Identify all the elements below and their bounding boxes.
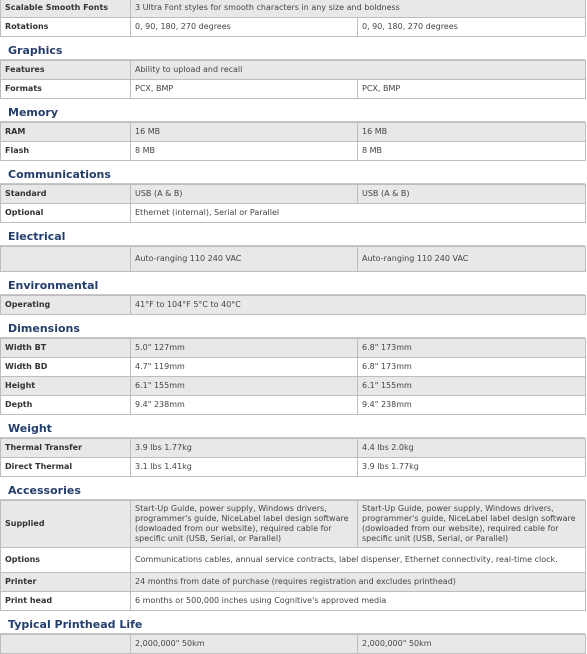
spec-row-height — [1, 377, 586, 396]
spec-label: Flash — [1, 142, 131, 161]
spec-value-model-b: 16 MB — [358, 123, 586, 142]
spec-row-flash — [1, 142, 586, 161]
section-header-communications — [0, 161, 585, 184]
spec-label: Formats — [1, 80, 131, 99]
section-header-dimensions — [0, 315, 585, 338]
spec-row-printer — [1, 573, 586, 592]
spec-row-operating — [1, 296, 586, 315]
spec-value-model-b: 6.8" 173mm — [358, 358, 586, 377]
spec-value-model-b: USB (A & B) — [358, 185, 586, 204]
fonts-table — [0, 0, 586, 37]
spec-value-model-a: Auto-ranging 110 240 VAC — [131, 247, 358, 272]
spec-row-scalable-smooth-fonts — [1, 0, 586, 18]
spec-value-model-a: PCX, BMP — [131, 80, 358, 99]
spec-label: Printer — [1, 573, 131, 592]
weight-table — [0, 438, 586, 477]
spec-value-model-b: 8 MB — [358, 142, 586, 161]
section-header-electrical — [0, 223, 585, 246]
spec-label: Width BT — [1, 339, 131, 358]
spec-row-thermal-transfer — [1, 439, 586, 458]
spec-row-width-bt — [1, 339, 586, 358]
spec-label: Standard — [1, 185, 131, 204]
spec-row-depth — [1, 396, 586, 415]
spec-row-features — [1, 61, 586, 80]
section-header-weight — [0, 415, 585, 438]
spec-label: Height — [1, 377, 131, 396]
spec-label: Operating — [1, 296, 131, 315]
spec-value-model-a: 16 MB — [131, 123, 358, 142]
section-title: Typical Printhead Life — [8, 618, 143, 631]
electrical-table — [0, 246, 586, 272]
spec-label: Print head — [1, 592, 131, 611]
memory-table — [0, 122, 586, 161]
spec-label: Thermal Transfer — [1, 439, 131, 458]
spec-value-model-a: 9.4" 238mm — [131, 396, 358, 415]
spec-label: Depth — [1, 396, 131, 415]
section-header-graphics — [0, 37, 585, 60]
spec-value-model-b: 9.4" 238mm — [358, 396, 586, 415]
spec-value-model-b: Start-Up Guide, power supply, Windows drivers, programmer's guide, NiceLabel label design software (dowloaded from our website), required cable for specific unit (USB, Serial, or Parallel) — [358, 501, 586, 548]
spec-value: 41°F to 104°F 5°C to 40°C — [131, 296, 586, 315]
spec-value-model-b: 6.1" 155mm — [358, 377, 586, 396]
spec-row-options — [1, 548, 586, 573]
spec-label: Features — [1, 61, 131, 80]
communications-table — [0, 184, 586, 223]
spec-value: Communications cables, annual service contracts, label dispenser, Ethernet connectivity, real-time clock. — [131, 548, 586, 573]
spec-label: Supplied — [1, 501, 131, 548]
spec-label: Direct Thermal — [1, 458, 131, 477]
spec-value: Ethernet (internal), Serial or Parallel — [131, 204, 586, 223]
spec-value-model-a: USB (A & B) — [131, 185, 358, 204]
spec-value-model-b: 6.8" 173mm — [358, 339, 586, 358]
section-header-environmental — [0, 272, 585, 295]
spec-label: Scalable Smooth Fonts — [1, 0, 131, 18]
spec-value: 24 months from date of purchase (requires registration and excludes printhead) — [131, 573, 586, 592]
section-title: Graphics — [8, 44, 63, 57]
section-header-typical-printhead-life — [0, 611, 585, 634]
spec-value-model-a: 8 MB — [131, 142, 358, 161]
section-title: Communications — [8, 168, 111, 181]
section-title: Weight — [8, 422, 52, 435]
spec-label — [1, 247, 131, 272]
spec-label — [1, 635, 131, 654]
spec-value-model-b: 0, 90, 180, 270 degrees — [358, 18, 586, 37]
spec-value-model-b: 2,000,000" 50km — [358, 635, 586, 654]
spec-row-supplied — [1, 501, 586, 548]
spec-label: Options — [1, 548, 131, 573]
spec-label: RAM — [1, 123, 131, 142]
spec-value-model-b: 4.4 lbs 2.0kg — [358, 439, 586, 458]
typical-printhead-life-table — [0, 634, 586, 654]
spec-value-model-a: 2,000,000" 50km — [131, 635, 358, 654]
dimensions-table — [0, 338, 586, 415]
spec-value: 3 Ultra Font styles for smooth characters in any size and boldness — [131, 0, 586, 18]
spec-row-rotations — [1, 18, 586, 37]
spec-row-typical-printhead-life-value — [1, 635, 586, 654]
section-header-accessories — [0, 477, 585, 500]
section-title: Environmental — [8, 279, 99, 292]
spec-label: Rotations — [1, 18, 131, 37]
section-title: Accessories — [8, 484, 81, 497]
accessories-table — [0, 500, 586, 611]
section-title: Memory — [8, 106, 59, 119]
spec-value-model-a: 5.0" 127mm — [131, 339, 358, 358]
spec-value-model-b: PCX, BMP — [358, 80, 586, 99]
spec-value-model-a: Start-Up Guide, power supply, Windows drivers, programmer's guide, NiceLabel label design software (dowloaded from our website), required cable for specific unit (USB, Serial, or Parallel) — [131, 501, 358, 548]
section-title: Electrical — [8, 230, 66, 243]
graphics-table — [0, 60, 586, 99]
section-header-memory — [0, 99, 585, 122]
spec-value: 6 months or 500,000 inches using Cognitive's approved media — [131, 592, 586, 611]
spec-value-model-b: Auto-ranging 110 240 VAC — [358, 247, 586, 272]
spec-value: Ability to upload and recall — [131, 61, 586, 80]
spec-value-model-a: 3.9 lbs 1.77kg — [131, 439, 358, 458]
spec-label: Optional — [1, 204, 131, 223]
section-title: Dimensions — [8, 322, 80, 335]
spec-value-model-a: 0, 90, 180, 270 degrees — [131, 18, 358, 37]
spec-value-model-b: 3.9 lbs 1.77kg — [358, 458, 586, 477]
spec-row-print-head — [1, 592, 586, 611]
spec-row-optional — [1, 204, 586, 223]
spec-label: Width BD — [1, 358, 131, 377]
spec-row-standard — [1, 185, 586, 204]
spec-row-direct-thermal — [1, 458, 586, 477]
spec-row-ram — [1, 123, 586, 142]
environmental-table — [0, 295, 586, 315]
spec-row-electrical-value — [1, 247, 586, 272]
spec-value-model-a: 4.7" 119mm — [131, 358, 358, 377]
spec-row-width-bd — [1, 358, 586, 377]
spec-value-model-a: 3.1 lbs 1.41kg — [131, 458, 358, 477]
spec-row-formats — [1, 80, 586, 99]
spec-value-model-a: 6.1" 155mm — [131, 377, 358, 396]
